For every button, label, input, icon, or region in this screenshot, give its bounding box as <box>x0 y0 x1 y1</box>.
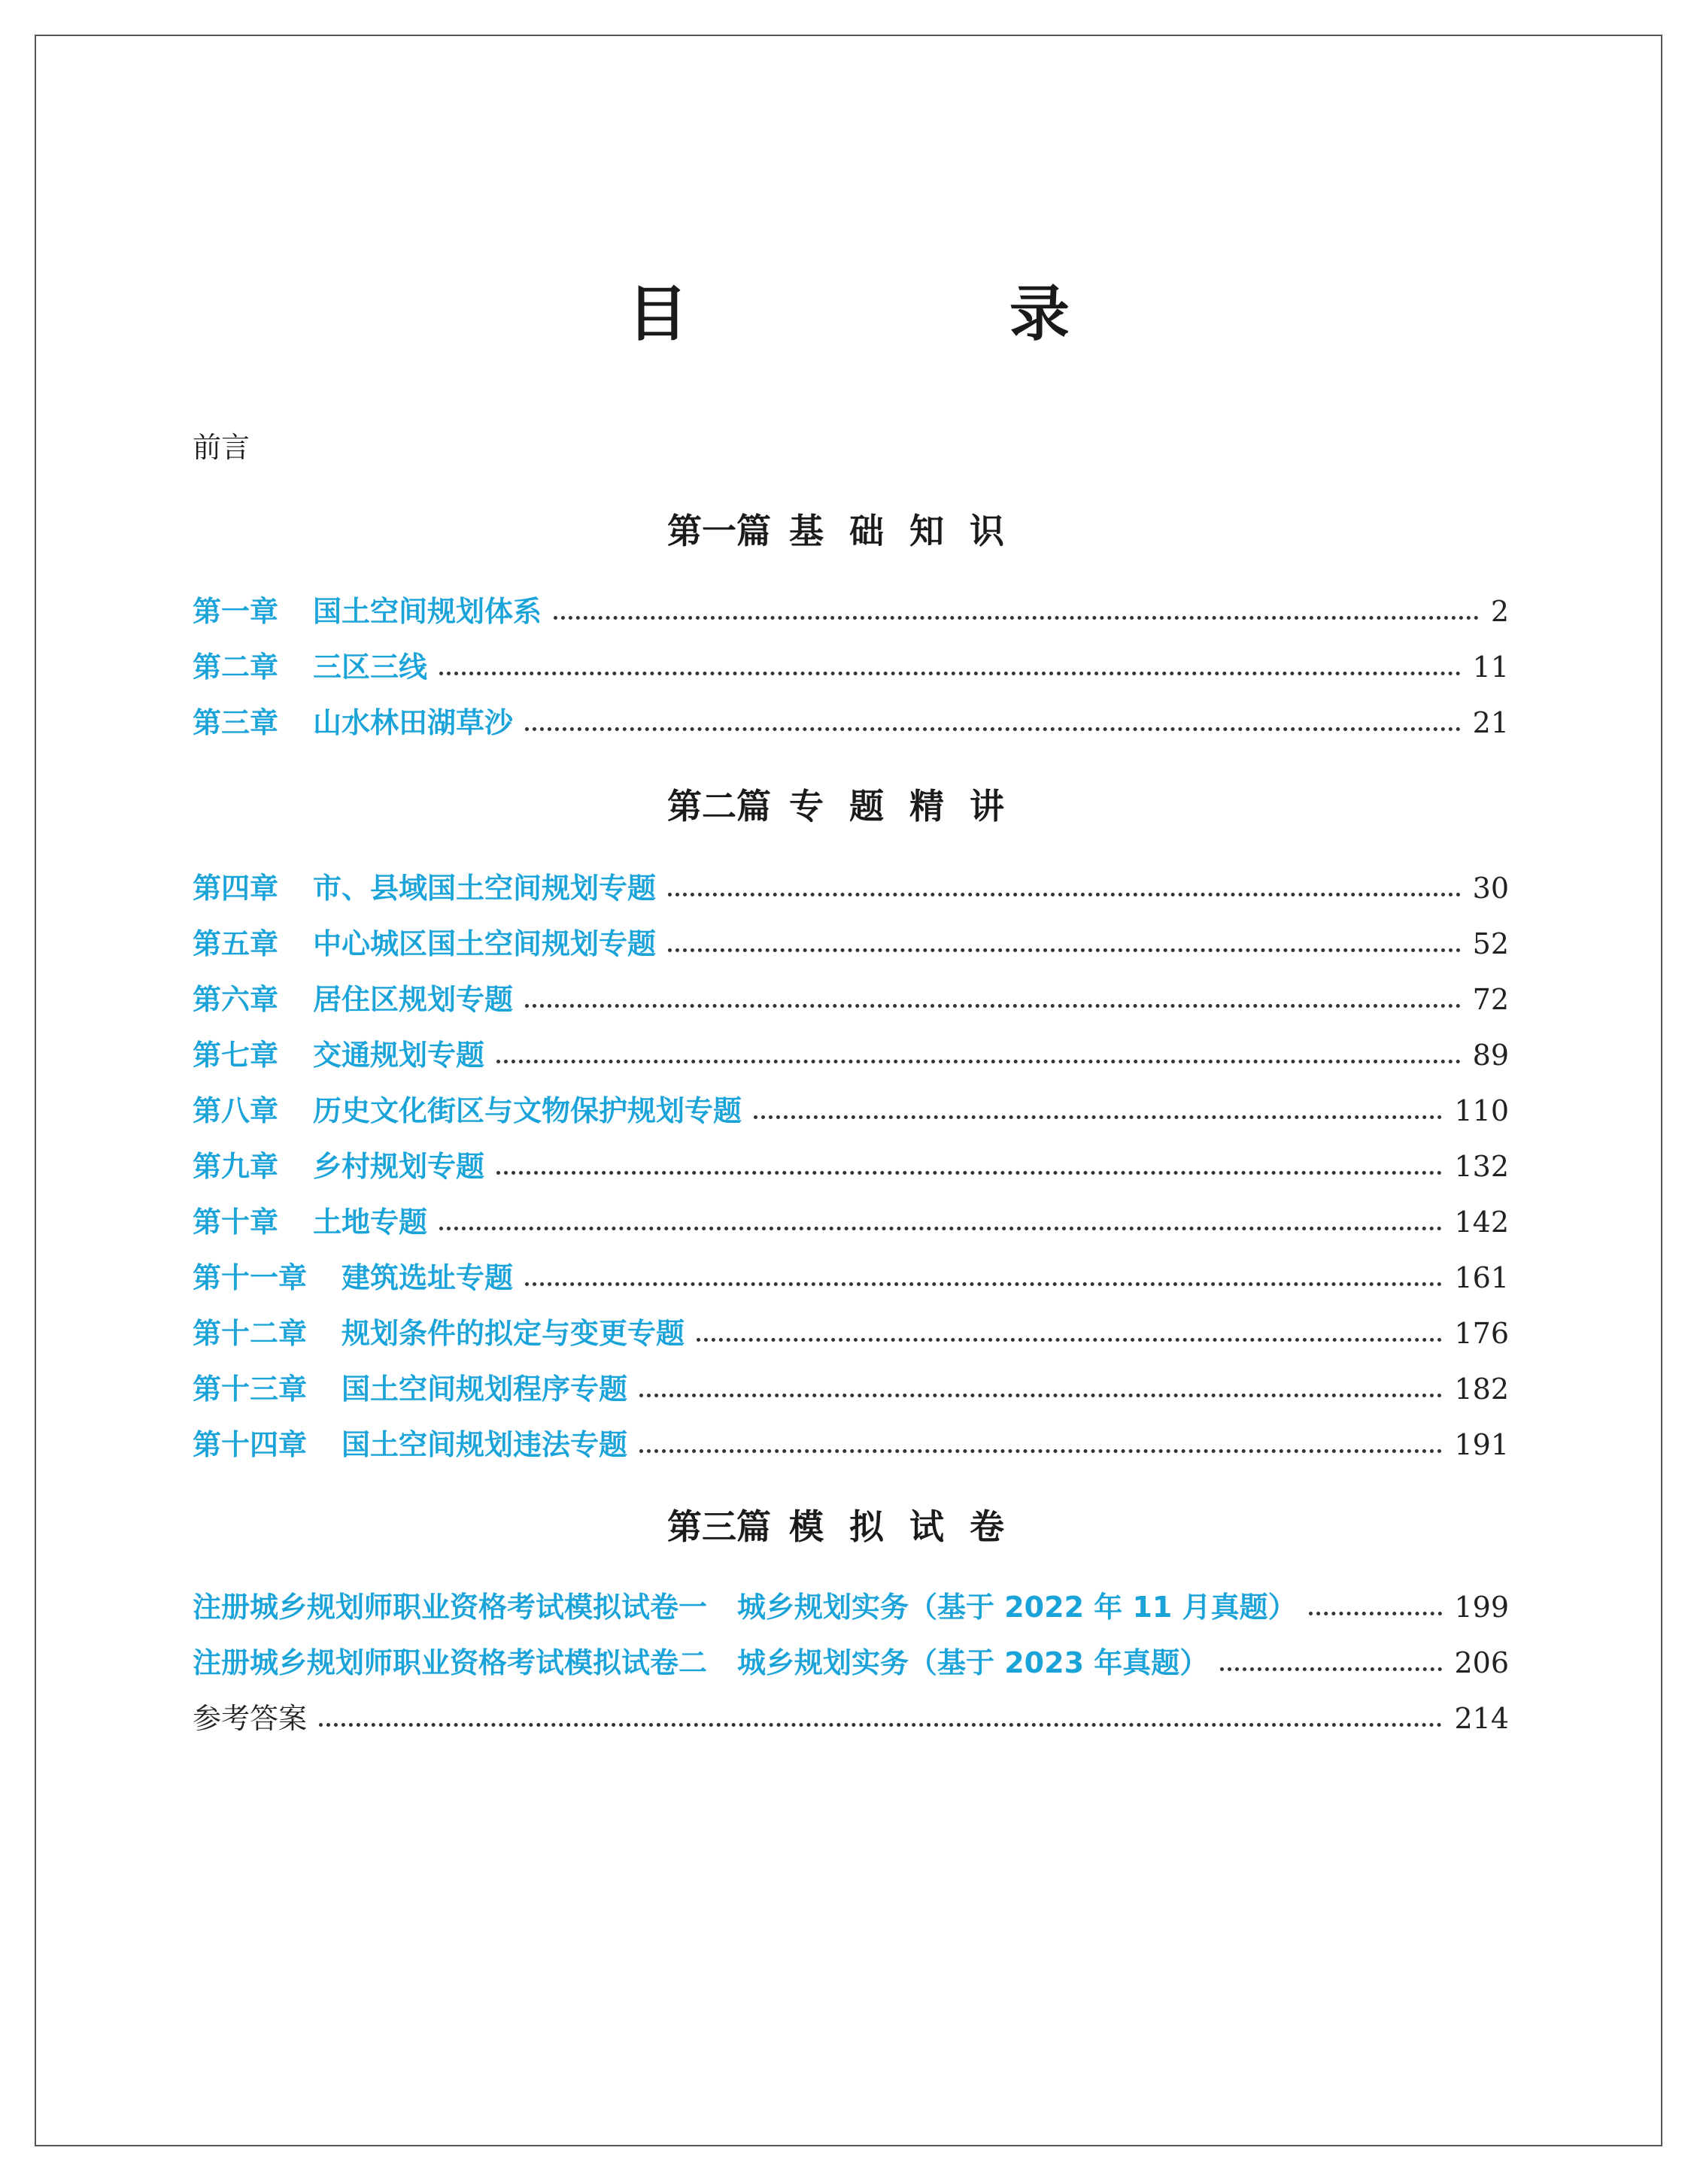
chapter-number: 第十一章 <box>193 1261 308 1294</box>
chapter-number: 第十二章 <box>193 1317 308 1350</box>
part-heading-2 <box>0 784 1697 829</box>
chapter-title: 国土空间规划程序专题 <box>342 1373 628 1406</box>
part-title: 模拟试卷 <box>789 1506 1030 1547</box>
chapter-number: 第三章 <box>193 706 279 739</box>
page-number: 89 <box>1472 1039 1509 1072</box>
chapter-number: 第十四章 <box>193 1428 308 1461</box>
chapter-title: 交通规划专题 <box>313 1039 485 1072</box>
dot-leader <box>496 1060 1461 1063</box>
exam-title: 注册城乡规划师职业资格考试模拟试卷二 <box>193 1646 708 1679</box>
toc-entry[interactable] <box>193 591 1509 632</box>
chapter-number: 第五章 <box>193 927 279 960</box>
dot-leader <box>668 948 1461 952</box>
dot-leader <box>525 727 1461 731</box>
toc-entry[interactable] <box>193 1090 1509 1131</box>
chapter-number: 第十章 <box>193 1206 279 1239</box>
chapter-title: 历史文化街区与文物保护规划专题 <box>313 1094 742 1127</box>
dot-leader <box>525 1004 1461 1008</box>
part-heading-1 <box>0 508 1697 554</box>
page-number: 214 <box>1454 1702 1509 1735</box>
chapter-title: 国土空间规划体系 <box>313 595 542 628</box>
page-number: 110 <box>1454 1094 1509 1127</box>
toc-entry[interactable] <box>193 1257 1509 1298</box>
dot-leader <box>697 1338 1442 1342</box>
part-title: 专题精讲 <box>789 786 1030 827</box>
toc-entry[interactable] <box>193 1035 1509 1075</box>
page-number: 52 <box>1472 927 1509 960</box>
page-number: 11 <box>1472 651 1509 684</box>
part-title: 基础知识 <box>789 511 1030 551</box>
answers-title: 参考答案 <box>193 1702 308 1735</box>
page-number: 182 <box>1454 1373 1509 1406</box>
toc-preface[interactable]: 前言 <box>193 431 250 464</box>
toc-entry[interactable] <box>193 702 1509 743</box>
toc-entry[interactable] <box>193 1146 1509 1187</box>
toc-entry[interactable] <box>193 1424 1509 1465</box>
page-number: 142 <box>1454 1206 1509 1239</box>
page-number: 30 <box>1472 872 1509 905</box>
chapter-number: 第八章 <box>193 1094 279 1127</box>
page-number: 199 <box>1454 1591 1509 1624</box>
chapter-title: 国土空间规划违法专题 <box>342 1428 628 1461</box>
chapter-number: 第四章 <box>193 872 279 905</box>
toc-entry[interactable] <box>193 868 1509 908</box>
chapter-title: 中心城区国土空间规划专题 <box>313 927 657 960</box>
toc-entry[interactable] <box>193 924 1509 964</box>
dot-leader <box>439 1227 1442 1230</box>
page-number: 161 <box>1454 1261 1509 1294</box>
dot-leader <box>639 1449 1442 1453</box>
dot-leader <box>525 1282 1442 1286</box>
chapter-title: 乡村规划专题 <box>313 1150 485 1183</box>
page-number: 72 <box>1472 983 1509 1016</box>
page-number: 206 <box>1454 1646 1509 1679</box>
part-label: 第一篇 <box>667 511 771 551</box>
chapter-number: 第六章 <box>193 983 279 1016</box>
chapter-number: 第一章 <box>193 595 279 628</box>
chapter-title: 市、县域国土空间规划专题 <box>313 872 657 905</box>
dot-leader <box>1220 1667 1442 1671</box>
toc-entry[interactable] <box>193 979 1509 1020</box>
toc-entry[interactable] <box>193 1202 1509 1242</box>
toc-entry[interactable] <box>193 647 1509 687</box>
exam-title: 注册城乡规划师职业资格考试模拟试卷一 <box>193 1591 708 1624</box>
page-number: 21 <box>1472 706 1509 739</box>
page-number: 132 <box>1454 1150 1509 1183</box>
chapter-title: 土地专题 <box>313 1206 428 1239</box>
chapter-title: 规划条件的拟定与变更专题 <box>342 1317 685 1350</box>
toc-entry[interactable] <box>193 1587 1509 1627</box>
page-number: 191 <box>1454 1428 1509 1461</box>
dot-leader <box>319 1723 1442 1727</box>
toc-entry[interactable] <box>193 1313 1509 1354</box>
exam-subtitle: 城乡规划实务（基于 2023 年真题） <box>737 1646 1209 1679</box>
chapter-number: 第二章 <box>193 651 279 684</box>
dot-leader <box>554 616 1479 620</box>
page-title: 目 录 <box>627 279 1220 349</box>
dot-leader <box>496 1171 1442 1175</box>
toc-entry[interactable] <box>193 1369 1509 1409</box>
chapter-title: 建筑选址专题 <box>342 1261 514 1294</box>
dot-leader <box>639 1394 1442 1397</box>
dot-leader <box>439 672 1461 675</box>
chapter-title: 居住区规划专题 <box>313 983 514 1016</box>
toc-entry[interactable] <box>193 1643 1509 1683</box>
toc-entry[interactable] <box>193 1698 1509 1739</box>
part-label: 第三篇 <box>667 1506 771 1547</box>
dot-leader <box>668 893 1461 896</box>
part-heading-3 <box>0 1504 1697 1549</box>
part-label: 第二篇 <box>667 786 771 827</box>
chapter-title: 山水林田湖草沙 <box>313 706 514 739</box>
dot-leader <box>754 1115 1442 1119</box>
exam-subtitle: 城乡规划实务（基于 2022 年 11 月真题） <box>737 1591 1297 1624</box>
dot-leader <box>1309 1612 1443 1615</box>
page-number: 176 <box>1454 1317 1509 1350</box>
chapter-title: 三区三线 <box>313 651 428 684</box>
chapter-number: 第九章 <box>193 1150 279 1183</box>
page-number: 2 <box>1490 595 1509 628</box>
chapter-number: 第七章 <box>193 1039 279 1072</box>
chapter-number: 第十三章 <box>193 1373 308 1406</box>
